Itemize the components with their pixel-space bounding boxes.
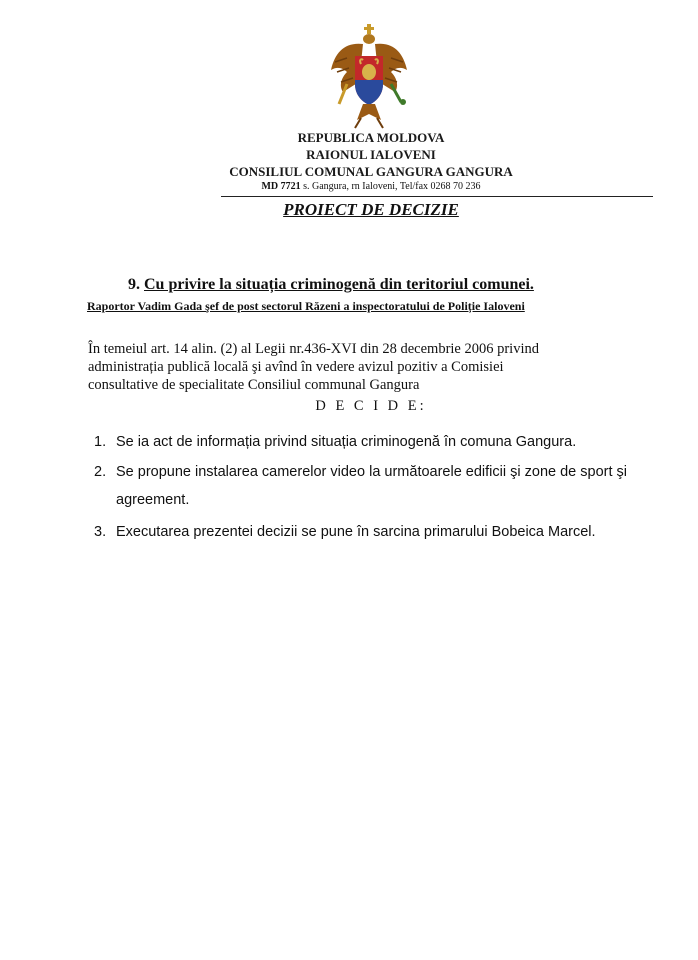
decision-text: Se propune instalarea camerelor video la următoarele edificii şi zone de sport şi (116, 464, 627, 480)
decide-heading: D E C I D E: (315, 398, 427, 414)
legal-basis-paragraph (88, 340, 648, 394)
decision-text-continuation: agreement. (116, 492, 190, 508)
postal-code: MD 7721 (261, 181, 301, 192)
country-heading: REPUBLICA MOLDOVA (297, 130, 445, 145)
agenda-item-number: 9. (128, 276, 144, 293)
legal-basis-line: administrația publică locală şi avînd în vedere avizul pozitiv a Comisiei (88, 359, 504, 375)
address-text: s. Gangura, rn Ialoveni, Tel/fax 0268 70 236 (300, 181, 481, 192)
reporter-line: Raportor Vadim Gada şef de post sectorul Răzeni a inspectoratului de Poliție Ialoveni (87, 299, 525, 313)
decision-text: Executarea prezentei decizii se pune în sarcina primarului Bobeica Marcel. (116, 524, 596, 540)
moldova-coat-of-arms-icon (325, 22, 413, 132)
decision-number: 3. (94, 524, 107, 540)
agenda-item-subject: Cu privire la situația criminogenă din teritoriul comunei. (144, 276, 534, 293)
council-heading: CONSILIUL COMUNAL GANGURA GANGURA (229, 164, 513, 179)
decision-number: 2. (94, 464, 107, 480)
decision-number: 1. (94, 434, 107, 450)
document-type-title: PROIECT DE DECIZIE (283, 200, 459, 219)
district-heading: RAIONUL IALOVENI (306, 147, 436, 162)
address-line (0, 181, 698, 192)
legal-basis-line: În temeiul art. 14 alin. (2) al Legii nr.436-XVI din 28 decembrie 2006 privind (88, 341, 539, 357)
header-divider (221, 196, 653, 197)
decision-text: Se ia act de informația privind situația criminogenă în comuna Gangura. (116, 434, 577, 450)
legal-basis-line: consultative de specialitate Consiliul communal Gangura (88, 377, 420, 393)
agenda-item-title (128, 276, 534, 294)
